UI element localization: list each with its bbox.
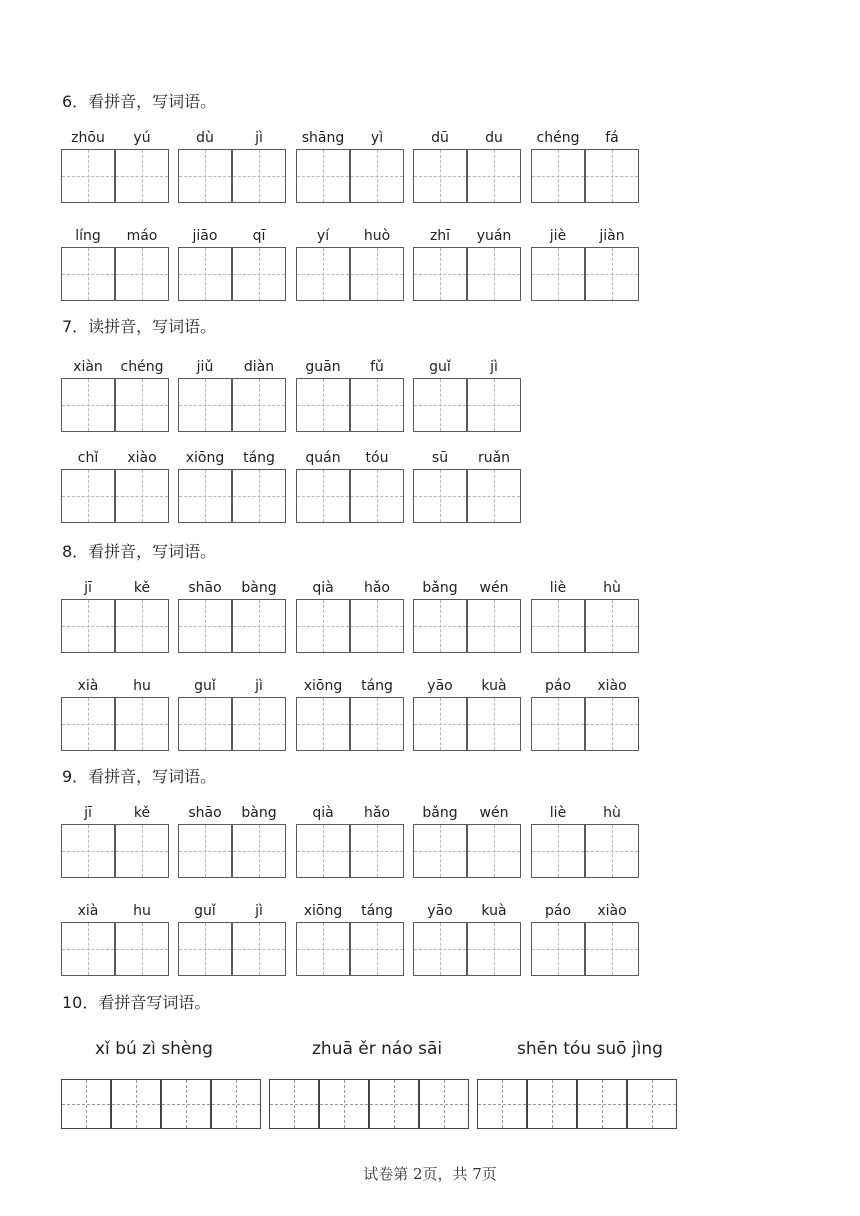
pinyin-label: xiào [127,450,157,466]
pinyin-label: kě [133,580,151,596]
pinyin-label: táng [361,903,393,919]
pinyin-label: guǐ [429,359,451,375]
pinyin-label: yí [316,228,330,244]
question-title: 10．看拼音写词语。 [62,993,211,1012]
writing-box[interactable] [467,247,521,301]
pinyin-label: zhī [429,228,451,244]
writing-box[interactable] [585,599,639,653]
pinyin-label: sū [431,450,449,466]
question-title: 8．看拼音，写词语。 [62,542,217,561]
pinyin-label: xiàn [73,359,103,375]
writing-box[interactable] [350,149,404,203]
pinyin-label: jì [255,903,263,919]
writing-box[interactable] [115,378,169,432]
writing-box[interactable] [350,697,404,751]
idiom-pinyin: shēn tóu suō jìng [517,1039,663,1059]
writing-box[interactable] [178,922,232,976]
writing-box[interactable] [531,599,585,653]
writing-box[interactable] [585,824,639,878]
writing-box[interactable] [232,149,286,203]
question-title: 6．看拼音，写词语。 [62,92,217,111]
writing-box[interactable] [296,469,350,523]
pinyin-label: táng [361,678,393,694]
writing-box[interactable] [350,599,404,653]
idiom-writing-box[interactable] [319,1079,369,1129]
idiom-writing-box[interactable] [369,1079,419,1129]
pinyin-label: yì [370,130,384,146]
pinyin-label: xià [77,903,99,919]
pinyin-label: páo [544,903,572,919]
writing-box[interactable] [531,824,585,878]
pinyin-label: bàng [241,580,277,596]
writing-box[interactable] [350,469,404,523]
writing-box[interactable] [178,824,232,878]
writing-box[interactable] [61,599,115,653]
writing-box[interactable] [296,824,350,878]
pinyin-label: jiàn [599,228,625,244]
pinyin-label: qià [312,805,334,821]
writing-box[interactable] [350,824,404,878]
pinyin-label: shāo [188,805,222,821]
writing-box[interactable] [232,922,286,976]
writing-box[interactable] [232,247,286,301]
pinyin-label: xiào [597,678,627,694]
pinyin-label: yú [133,130,151,146]
writing-box[interactable] [413,599,467,653]
pinyin-label: fá [605,130,619,146]
writing-box[interactable] [296,697,350,751]
pinyin-label: yāo [427,903,453,919]
page-footer: 试卷第 2页，共 7页 [363,1165,497,1183]
pinyin-label: bǎng [422,580,458,596]
idiom-writing-box[interactable] [627,1079,677,1129]
pinyin-label: xiōng [185,450,225,466]
pinyin-label: yāo [427,678,453,694]
writing-box[interactable] [296,247,350,301]
writing-box[interactable] [115,697,169,751]
writing-box[interactable] [350,247,404,301]
writing-box[interactable] [178,697,232,751]
writing-box[interactable] [115,824,169,878]
idiom-writing-box[interactable] [211,1079,261,1129]
pinyin-label: ruǎn [477,450,511,466]
pinyin-label: xià [77,678,99,694]
writing-box[interactable] [232,599,286,653]
writing-box[interactable] [232,378,286,432]
pinyin-label: jì [490,359,498,375]
pinyin-label: líng [75,228,101,244]
writing-box[interactable] [413,697,467,751]
writing-box[interactable] [61,247,115,301]
writing-box[interactable] [178,599,232,653]
writing-box[interactable] [61,697,115,751]
writing-box[interactable] [115,469,169,523]
pinyin-label: hù [603,805,621,821]
pinyin-label: páo [544,678,572,694]
writing-box[interactable] [413,149,467,203]
pinyin-label: xiōng [303,678,343,694]
pinyin-label: diàn [243,359,275,375]
pinyin-label: kuà [481,678,507,694]
writing-box[interactable] [350,378,404,432]
writing-box[interactable] [467,149,521,203]
idiom-writing-box[interactable] [161,1079,211,1129]
writing-box[interactable] [413,922,467,976]
writing-box[interactable] [61,378,115,432]
pinyin-label: jī [84,580,92,596]
writing-box[interactable] [61,149,115,203]
pinyin-label: chéng [120,359,164,375]
writing-box[interactable] [178,378,232,432]
writing-box[interactable] [585,697,639,751]
pinyin-label: jī [84,805,92,821]
pinyin-label: yuán [476,228,512,244]
idiom-writing-box[interactable] [111,1079,161,1129]
question-title: 9．看拼音，写词语。 [62,767,217,786]
pinyin-label: jì [255,130,263,146]
pinyin-label: fǔ [370,359,384,375]
pinyin-label: kuà [481,903,507,919]
pinyin-label: hu [133,903,151,919]
pinyin-label: chǐ [77,450,99,466]
pinyin-label: shāo [188,580,222,596]
writing-box[interactable] [467,824,521,878]
writing-box[interactable] [61,824,115,878]
pinyin-label: tóu [365,450,389,466]
writing-box[interactable] [585,149,639,203]
writing-box[interactable] [178,247,232,301]
pinyin-label: hu [133,678,151,694]
writing-box[interactable] [585,922,639,976]
writing-box[interactable] [467,378,521,432]
pinyin-label: du [485,130,503,146]
writing-box[interactable] [232,469,286,523]
writing-box[interactable] [178,149,232,203]
writing-box[interactable] [296,149,350,203]
pinyin-label: xiào [597,903,627,919]
writing-box[interactable] [531,922,585,976]
writing-box[interactable] [467,922,521,976]
writing-box[interactable] [585,247,639,301]
idiom-writing-box[interactable] [61,1079,111,1129]
writing-box[interactable] [115,599,169,653]
writing-box[interactable] [61,469,115,523]
pinyin-label: máo [126,228,158,244]
pinyin-label: dū [431,130,449,146]
pinyin-label: hǎo [363,580,391,596]
pinyin-label: hù [603,580,621,596]
pinyin-label: hǎo [363,805,391,821]
pinyin-label: shāng [301,130,345,146]
writing-box[interactable] [413,824,467,878]
idiom-pinyin: xǐ bú zì shèng [95,1039,213,1059]
writing-box[interactable] [413,247,467,301]
writing-box[interactable] [115,247,169,301]
pinyin-label: bǎng [422,805,458,821]
pinyin-label: wén [479,580,509,596]
writing-box[interactable] [531,149,585,203]
pinyin-label: jiè [549,228,567,244]
pinyin-label: chéng [536,130,580,146]
writing-box[interactable] [232,697,286,751]
pinyin-label: dù [196,130,214,146]
idiom-pinyin: zhuā ěr náo sāi [312,1039,443,1059]
pinyin-label: liè [549,805,567,821]
pinyin-label: liè [549,580,567,596]
pinyin-label: quán [305,450,341,466]
pinyin-label: bàng [241,805,277,821]
pinyin-label: guǐ [194,903,216,919]
writing-box[interactable] [296,378,350,432]
pinyin-label: kě [133,805,151,821]
writing-box[interactable] [467,599,521,653]
pinyin-label: jì [255,678,263,694]
pinyin-label: huò [363,228,391,244]
pinyin-label: qī [252,228,266,244]
pinyin-label: qià [312,580,334,596]
pinyin-label: wén [479,805,509,821]
question-title: 7．读拼音，写词语。 [62,317,217,336]
idiom-writing-box[interactable] [419,1079,469,1129]
writing-box[interactable] [115,922,169,976]
writing-box[interactable] [61,922,115,976]
pinyin-label: xiōng [303,903,343,919]
idiom-writing-box[interactable] [577,1079,627,1129]
writing-box[interactable] [413,469,467,523]
writing-box[interactable] [467,469,521,523]
pinyin-label: táng [243,450,275,466]
pinyin-label: guǐ [194,678,216,694]
pinyin-label: zhōu [71,130,105,146]
writing-box[interactable] [413,378,467,432]
writing-box[interactable] [178,469,232,523]
writing-box[interactable] [296,922,350,976]
pinyin-label: guān [305,359,341,375]
writing-box[interactable] [350,922,404,976]
writing-box[interactable] [467,697,521,751]
writing-box[interactable] [531,247,585,301]
idiom-writing-box[interactable] [527,1079,577,1129]
writing-box[interactable] [232,824,286,878]
idiom-writing-box[interactable] [477,1079,527,1129]
writing-box[interactable] [531,697,585,751]
idiom-writing-box[interactable] [269,1079,319,1129]
pinyin-label: jiāo [192,228,218,244]
pinyin-label: jiǔ [196,359,214,375]
writing-box[interactable] [115,149,169,203]
writing-box[interactable] [296,599,350,653]
